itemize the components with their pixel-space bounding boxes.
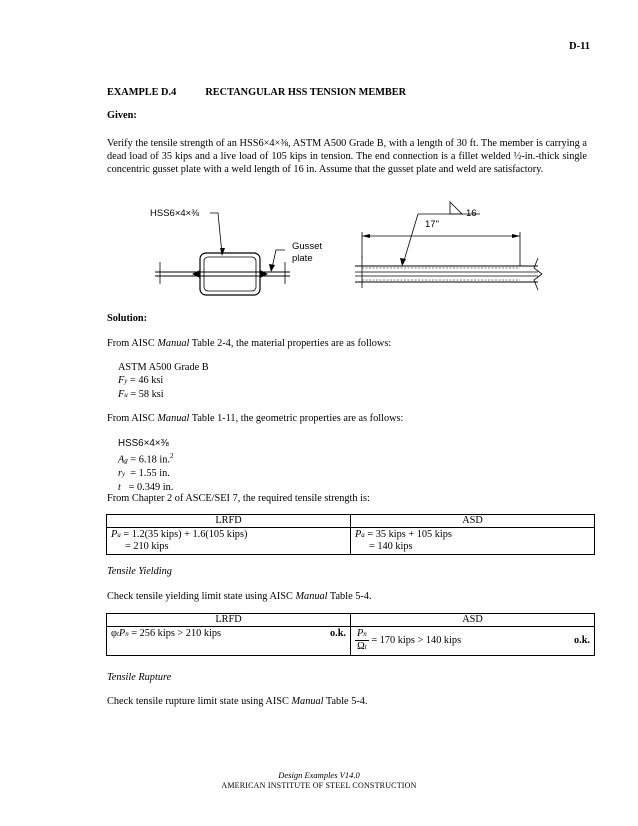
pn-over-omega: $\frac{Pn}{\Omega t}$ xyxy=(357,628,367,652)
figure-weld-label: 16 xyxy=(466,208,477,219)
example-heading: RECTANGULAR HSS TENSION MEMBER xyxy=(205,87,407,98)
fu-value: Fu = 58 ksi xyxy=(118,389,164,400)
geometric-intro: From AISC Manual Table 1-11, the geometric properties are as follows: xyxy=(107,413,404,424)
lrfd-required-cell: Pu = 1.2(35 kips) + 1.6(105 kips) = 210 kips xyxy=(107,528,351,555)
figure-gusset-label xyxy=(292,241,322,265)
example-label: EXAMPLE D.4 xyxy=(107,87,177,98)
example-title xyxy=(107,86,406,99)
figure-gusset-label-2: plate xyxy=(292,253,313,264)
yielding-heading: Tensile Yielding xyxy=(107,566,172,577)
connection-figure xyxy=(100,188,560,296)
given-text: Verify the tensile strength of an HSS6×4×⅜, ASTM A500 Grade B, with a length of 30 ft. The member is carrying a dead load of 35 kips and a live load of 105 kips in tension. The end connection is a fillet welded ½-in.-thick single concentric gusset plate with a weld length of 16 in. Assume that the gusset plate and weld are satisfactory. xyxy=(107,138,587,175)
asd-yielding-cell: $\frac{Pn}{\Omega t}$ = 170 kips > 140 kips o.k. xyxy=(351,627,595,656)
t-value: t = 0.349 in. xyxy=(118,482,174,494)
fy-value: Fy = 46 ksi xyxy=(118,375,164,386)
lrfd-header: LRFD xyxy=(107,614,351,627)
lrfd-yielding-cell: φtPn = 256 kips > 210 kips o.k. xyxy=(107,627,351,656)
solution-heading: Solution: xyxy=(107,313,148,324)
figure-member-label: HSS6×4×⅜ xyxy=(150,208,200,219)
ag-value: Ag = 6.18 in.$^2$ xyxy=(118,452,174,466)
figure-length-label: 17" xyxy=(425,219,439,230)
asd-header: ASD xyxy=(351,614,595,627)
lrfd-ok: o.k. xyxy=(329,628,346,639)
material-intro: From AISC Manual Table 2-4, the material properties are as follows: xyxy=(107,338,392,349)
material-spec: ASTM A500 Grade B xyxy=(118,362,209,373)
asd-ok: o.k. xyxy=(573,635,590,646)
asd-header: ASD xyxy=(351,515,595,528)
figure-gusset-label-1: Gusset xyxy=(292,241,323,252)
yielding-intro: Check tensile yielding limit state using AISC Manual Table 5-4. xyxy=(107,591,372,602)
yielding-table xyxy=(106,613,595,656)
material-properties xyxy=(118,361,209,402)
given-heading: Given: xyxy=(107,110,137,121)
required-strength-table xyxy=(106,514,595,555)
geometric-properties xyxy=(118,437,173,494)
footer-publisher: AMERICAN INSTITUTE OF STEEL CONSTRUCTION xyxy=(221,781,417,790)
rupture-heading: Tensile Rupture xyxy=(107,672,172,683)
ry-value: ry = 1.55 in. xyxy=(118,468,170,480)
section-designation: HSS6×4×⅜ xyxy=(118,438,169,449)
rupture-intro: Check tensile rupture limit state using AISC Manual Table 5-4. xyxy=(107,696,368,707)
page-number: D-11 xyxy=(569,41,590,52)
required-strength-intro: From Chapter 2 of ASCE/SEI 7, the required tensile strength is: xyxy=(107,493,370,504)
lrfd-header: LRFD xyxy=(107,515,351,528)
asd-required-cell: Pa = 35 kips + 105 kips = 140 kips xyxy=(351,528,595,555)
footer-title: Design Examples V14.0 xyxy=(278,770,360,780)
